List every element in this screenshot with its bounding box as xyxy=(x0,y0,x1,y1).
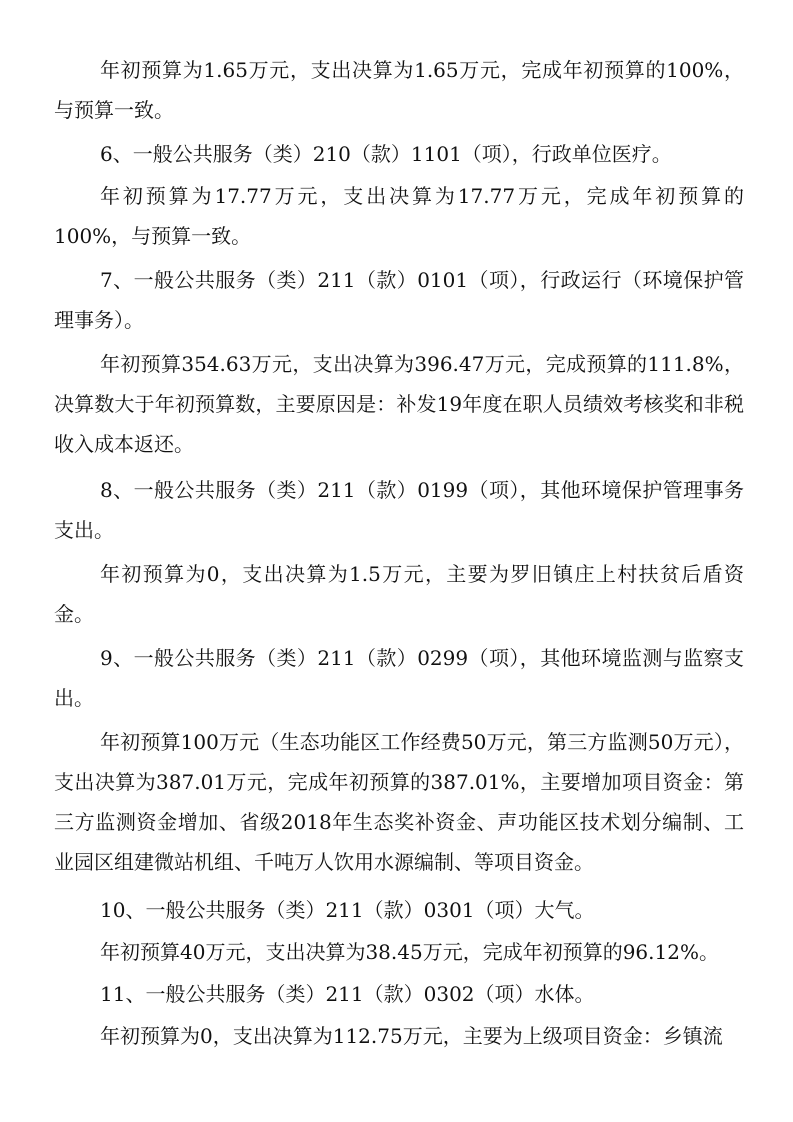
paragraph-item-10: 10、一般公共服务（类）211（款）0301（项）大气。 xyxy=(100,898,595,922)
paragraph-item-11: 11、一般公共服务（类）211（款）0302（项）水体。 xyxy=(100,982,595,1006)
paragraph-item-8: 8、一般公共服务（类）211（款）0199（项），其他环境保护管理事务支出。 xyxy=(54,478,744,542)
paragraph-item-7: 7、一般公共服务（类）211（款）0101（项），行政运行（环境保护管理事务）。 xyxy=(54,268,744,332)
paragraph-budget-7: 年初预算354.63万元，支出决算为396.47万元，完成预算的111.8%，决算数大于年初预算数，主要原因是：补发19年度在职人员绩效考核奖和非税收入成本返还。 xyxy=(54,352,744,456)
paragraph-budget-10: 年初预算40万元，支出决算为38.45万元，完成年初预算的96.12%。 xyxy=(100,940,719,964)
paragraph-budget-6: 年初预算为17.77万元，支出决算为17.77万元，完成年初预算的100%，与预算一致。 xyxy=(54,184,744,248)
paragraph-budget-1: 年初预算为1.65万元，支出决算为1.65万元，完成年初预算的100%，与预算一致。 xyxy=(54,58,744,122)
paragraph-budget-8: 年初预算为0，支出决算为1.5万元，主要为罗旧镇庄上村扶贫后盾资金。 xyxy=(54,562,744,626)
paragraph-item-6: 6、一般公共服务（类）210（款）1101（项），行政单位医疗。 xyxy=(100,142,672,166)
paragraph-item-9: 9、一般公共服务（类）211（款）0299（项），其他环境监测与监察支出。 xyxy=(54,646,744,710)
paragraph-budget-11: 年初预算为0，支出决算为112.75万元，主要为上级项目资金：乡镇流 xyxy=(100,1024,723,1048)
paragraph-budget-9: 年初预算100万元（生态功能区工作经费50万元，第三方监测50万元），支出决算为387.01万元，完成年初预算的387.01%，主要增加项目资金：第三方监测资金增加、省级2018年生态奖补资金、声功能区技术划分编制、工业园区组建微站机组、千吨万人饮用水源编制、等项目资金。 xyxy=(54,730,744,874)
